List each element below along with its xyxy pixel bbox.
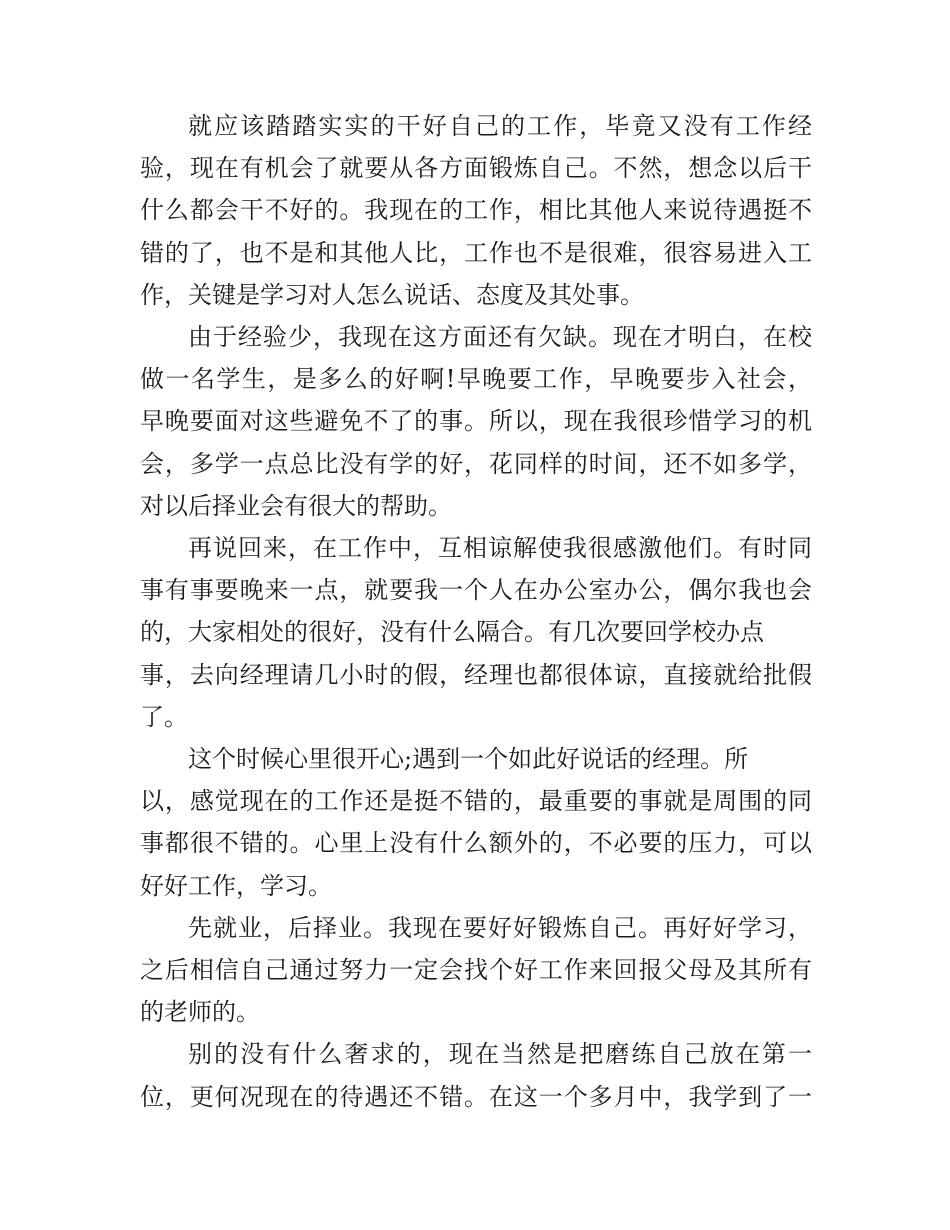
- text-line: 什么都会干不好的。我现在的工作，相比其他人来说待遇挺不: [140, 196, 812, 225]
- paragraph-2: [140, 316, 812, 527]
- text-line: 之后相信自己通过努力一定会找个好工作来回报父母及其所有: [140, 956, 812, 985]
- paragraph-3: [140, 527, 812, 738]
- text-line: 好好工作，学习。: [140, 871, 332, 900]
- text-line: 再说回来，在工作中，互相谅解使我很感激他们。有时同: [188, 534, 812, 563]
- text-line: 事有事要晚来一点，就要我一个人在办公室办公，偶尔我也会: [140, 576, 812, 605]
- paragraph-4: [140, 738, 812, 907]
- text-line: 就应该踏踏实实的干好自己的工作，毕竟又没有工作经: [188, 112, 812, 140]
- paragraph-1: [140, 105, 812, 316]
- paragraph-6: [140, 1033, 812, 1117]
- text-line: 先就业，后择业。我现在要好好锻炼自己。再好好学习，: [188, 913, 812, 942]
- text-line: 早晚要面对这些避免不了的事。所以，现在我很珍惜学习的机: [140, 407, 812, 436]
- text-line: 事都很不错的。心里上没有什么额外的，不必要的压力，可以: [140, 829, 812, 858]
- text-line: 的老师的。: [140, 998, 260, 1027]
- text-line: 事，去向经理请几小时的假，经理也都很体谅，直接就给批假: [140, 660, 812, 689]
- text-line: 了。: [140, 702, 188, 731]
- text-line: 的，大家相处的很好，没有什么隔合。有几次要回学校办点: [140, 618, 764, 647]
- paragraph-5: [140, 907, 812, 1034]
- document-body: [140, 105, 812, 1118]
- text-line: 由于经验少，我现在这方面还有欠缺。现在才明白，在校: [188, 323, 812, 352]
- text-line: 位，更何况现在的待遇还不错。在这一个多月中，我学到了一: [140, 1082, 812, 1111]
- text-line: 错的了，也不是和其他人比，工作也不是很难，很容易进入工: [140, 238, 812, 267]
- text-line: 做一名学生，是多么的好啊!早晚要工作，早晚要步入社会，: [140, 365, 812, 394]
- text-line: 作，关键是学习对人怎么说话、态度及其处事。: [140, 280, 644, 309]
- text-line: 以，感觉现在的工作还是挺不错的，最重要的事就是周围的同: [140, 787, 812, 816]
- text-line: 验，现在有机会了就要从各方面锻炼自己。不然，想念以后干: [140, 154, 812, 183]
- text-line: 会，多学一点总比没有学的好，花同样的时间，还不如多学，: [140, 449, 812, 478]
- text-line: 这个时候心里很开心;遇到一个如此好说话的经理。所: [188, 745, 749, 774]
- text-line: 别的没有什么奢求的，现在当然是把磨练自己放在第一: [188, 1040, 812, 1069]
- text-line: 对以后择业会有很大的帮助。: [140, 491, 452, 520]
